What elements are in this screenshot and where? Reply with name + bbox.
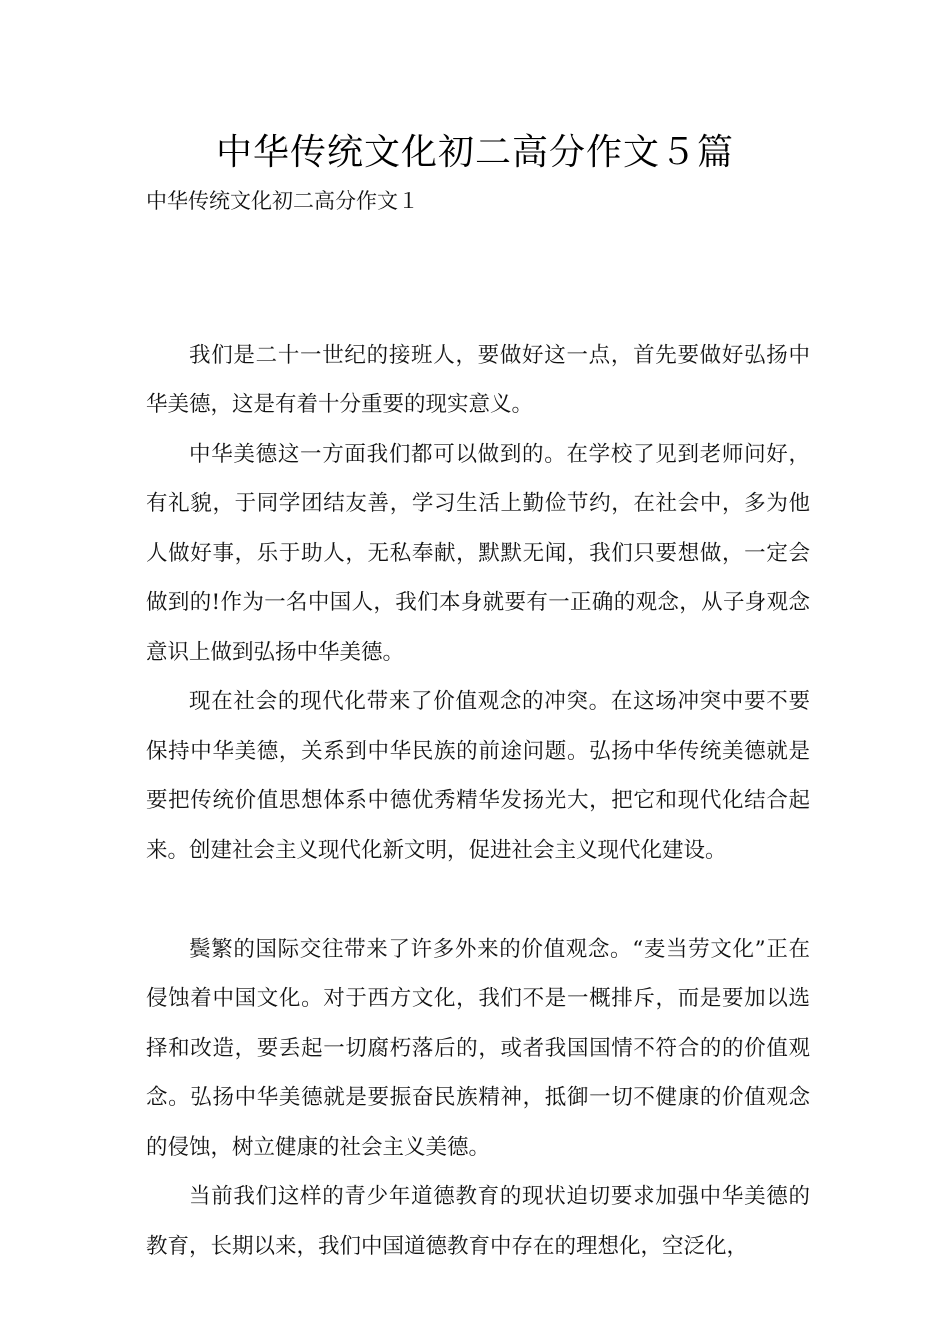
paragraph: 当前我们这样的青少年道德教育的现状迫切要求加强中华美德的教育，长期以来，我们中国道德教育中存在的理想化，空泛化， — [146, 1184, 810, 1259]
paragraph: 鬓繁的国际交往带来了许多外来的价值观念。“麦当劳文化”正在侵蚀着中国文化。对于西方文化，我们不是一概排斥，而是要加以选择和改造，要丢起一切腐朽落后的，或者我国国情不符合的的价值观念。弘扬中华美德就是要振奋民族精神，抵御一切不健康的价值观念的侵蚀，树立健康的社会主义美德。 — [146, 936, 810, 1160]
paragraph: 现在社会的现代化带来了价值观念的冲突。在这场冲突中要不要保持中华美德，关系到中华民族的前途问题。弘扬中华传统美德就是要把传统价值思想体系中德优秀精华发扬光大，把它和现代化结合起来。创建社会主义现代化新文明，促进社会主义现代化建设。 — [146, 689, 810, 863]
essay-heading: 中华传统文化初二高分作文１ — [146, 189, 419, 213]
document-title: 中华传统文化初二高分作文５篇 — [215, 132, 734, 173]
essay-body — [146, 281, 810, 1271]
paragraph: 我们是二十一世纪的接班人，要做好这一点，首先要做好弘扬中华美德，这是有着十分重要的现实意义。 — [146, 342, 810, 417]
paragraph: 中华美德这一方面我们都可以做到的。在学校了见到老师问好，有礼貌，于同学团结友善，学习生活上勤俭节约，在社会中，多为他人做好事，乐于助人，无私奉献，默默无闻，我们只要想做，一定会做到的!作为一名中国人，我们本身就要有一正确的观念，从子身观念意识上做到弘扬中华美德。 — [146, 441, 810, 665]
blank-line — [146, 281, 810, 331]
blank-line — [146, 875, 810, 925]
